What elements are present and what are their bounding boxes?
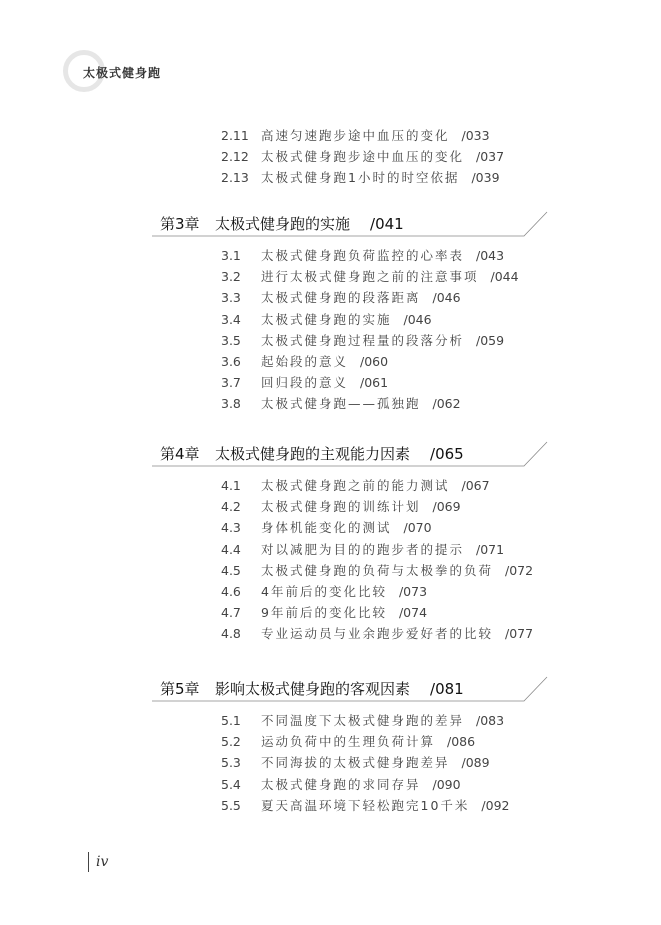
toc-entry[interactable] [221,540,504,560]
entry-page: /083 [476,713,505,728]
entry-page: /074 [398,605,428,621]
entry-number: 3.3 [221,290,241,306]
chapter-rule [152,438,548,468]
entry-title: 进行太极式健身跑之前的注意事项 [261,269,479,285]
entry-number: 5.3 [221,755,241,771]
entry-title: 太极式健身跑过程量的段落分析 [261,332,465,348]
entry-title: 太极式健身跑的训练计划 [261,499,421,515]
entry-title: 对以减肥为目的的跑步者的提示 [261,541,465,557]
entry-page: /062 [432,396,461,412]
entry-page: /072 [505,562,534,578]
entry-title: 太极式健身跑的负荷与太极拳的负荷 [261,562,494,578]
toc-entry[interactable] [221,561,533,581]
chapter-title: 影响太极式健身跑的客观因素 [215,680,411,698]
entry-page: /046 [403,311,432,327]
toc-entry[interactable] [221,267,519,287]
entry-title: 太极式健身跑1小时的时空依据 [261,170,460,186]
entry-title: 太极式健身跑的实施 [261,311,392,327]
toc-entry[interactable] [221,518,432,538]
entry-page: /069 [432,499,461,515]
entry-title: 太极式健身跑负荷监控的心率表 [261,248,465,263]
entry-number: 4.3 [221,520,241,536]
entry-title: 太极式健身跑——孤独跑 [261,396,421,412]
chapter-number: 第4章 [160,445,200,463]
chapter-rule [152,673,548,703]
toc-entry[interactable] [221,476,490,496]
entry-page: /039 [471,170,500,186]
toc-entry[interactable] [221,147,504,167]
chapter-page: /081 [430,680,464,698]
entry-title: 不同海拔的太极式健身跑差异 [261,755,450,771]
page-number: iv [96,854,109,870]
toc-entry[interactable] [221,331,504,351]
entry-title: 9年前后的变化比较 [261,605,387,621]
chapter-page: /041 [370,215,404,233]
chapter-page: /065 [430,445,464,463]
toc-entry[interactable] [221,711,504,731]
entry-number: 2.11 [221,128,249,143]
entry-number: 4.5 [221,562,241,578]
entry-title: 身体机能变化的测试 [261,520,392,536]
entry-title: 太极式健身跑步途中血压的变化 [261,149,465,165]
entry-page: /043 [476,248,505,263]
entry-page: /077 [505,626,534,642]
toc-entry[interactable] [221,373,388,393]
entry-title: 夏天高温环境下轻松跑完10千米 [261,797,470,813]
entry-title: 太极式健身跑的段落距离 [261,290,421,306]
entry-number: 4.1 [221,478,241,493]
entry-page: /033 [461,128,490,143]
entry-page: /061 [360,375,389,391]
entry-page: /070 [403,520,432,536]
book-title: 太极式健身跑 [83,66,162,80]
toc-entry[interactable] [221,352,388,372]
entry-page: /044 [490,269,519,285]
toc-entry[interactable] [221,582,427,602]
entry-number: 3.7 [221,375,241,391]
entry-number: 4.4 [221,541,241,557]
toc-entry[interactable] [221,168,500,188]
entry-page: /086 [447,734,476,750]
toc-entry[interactable] [221,753,490,773]
toc-entry[interactable] [221,603,427,623]
entry-number: 2.13 [221,170,249,186]
entry-title: 专业运动员与业余跑步爱好者的比较 [261,626,494,642]
footer-divider [88,852,89,872]
entry-number: 3.5 [221,332,241,348]
entry-page: /037 [476,149,505,165]
toc-entry[interactable] [221,394,461,414]
entry-page: /046 [432,290,461,306]
entry-number: 5.4 [221,776,241,792]
entry-number: 4.8 [221,626,241,642]
toc-entry[interactable] [221,775,461,795]
chapter-title: 太极式健身跑的实施 [215,215,351,233]
toc-entry[interactable] [221,310,432,330]
entry-title: 高速匀速跑步途中血压的变化 [261,128,450,143]
entry-number: 5.2 [221,734,241,750]
entry-page: /073 [398,584,428,599]
entry-page: /060 [360,354,389,369]
entry-number: 2.12 [221,149,249,165]
entry-number: 3.6 [221,354,241,369]
toc-entry[interactable] [221,796,510,816]
entry-number: 5.5 [221,797,241,813]
chapter-number: 第3章 [160,215,200,233]
entry-title: 太极式健身跑的求同存异 [261,776,421,792]
entry-number: 3.4 [221,311,241,327]
toc-entry[interactable] [221,624,533,644]
entry-number: 3.2 [221,269,241,285]
entry-page: /092 [481,797,510,813]
entry-number: 5.1 [221,713,241,728]
entry-title: 不同温度下太极式健身跑的差异 [261,713,465,728]
entry-title: 回归段的意义 [261,375,349,391]
entry-page: /090 [432,776,461,792]
entry-number: 4.7 [221,605,241,621]
toc-entry[interactable] [221,288,461,308]
entry-number: 3.8 [221,396,241,412]
toc-entry[interactable] [221,497,461,517]
entry-title: 4年前后的变化比较 [261,584,387,599]
running-header [63,44,183,100]
chapter-rule [152,208,548,238]
toc-entry[interactable] [221,732,475,752]
chapter-number: 第5章 [160,680,200,698]
entry-title: 起始段的意义 [261,354,349,369]
entry-number: 4.2 [221,499,241,515]
entry-page: /089 [461,755,490,771]
toc-entry[interactable] [221,246,504,266]
entry-page: /071 [476,541,505,557]
entry-page: /059 [476,332,505,348]
entry-number: 4.6 [221,584,241,599]
chapter-title: 太极式健身跑的主观能力因素 [215,445,411,463]
entry-page: /067 [461,478,490,493]
toc-entry[interactable] [221,126,490,146]
entry-number: 3.1 [221,248,241,263]
entry-title: 太极式健身跑之前的能力测试 [261,478,450,493]
entry-title: 运动负荷中的生理负荷计算 [261,734,436,750]
